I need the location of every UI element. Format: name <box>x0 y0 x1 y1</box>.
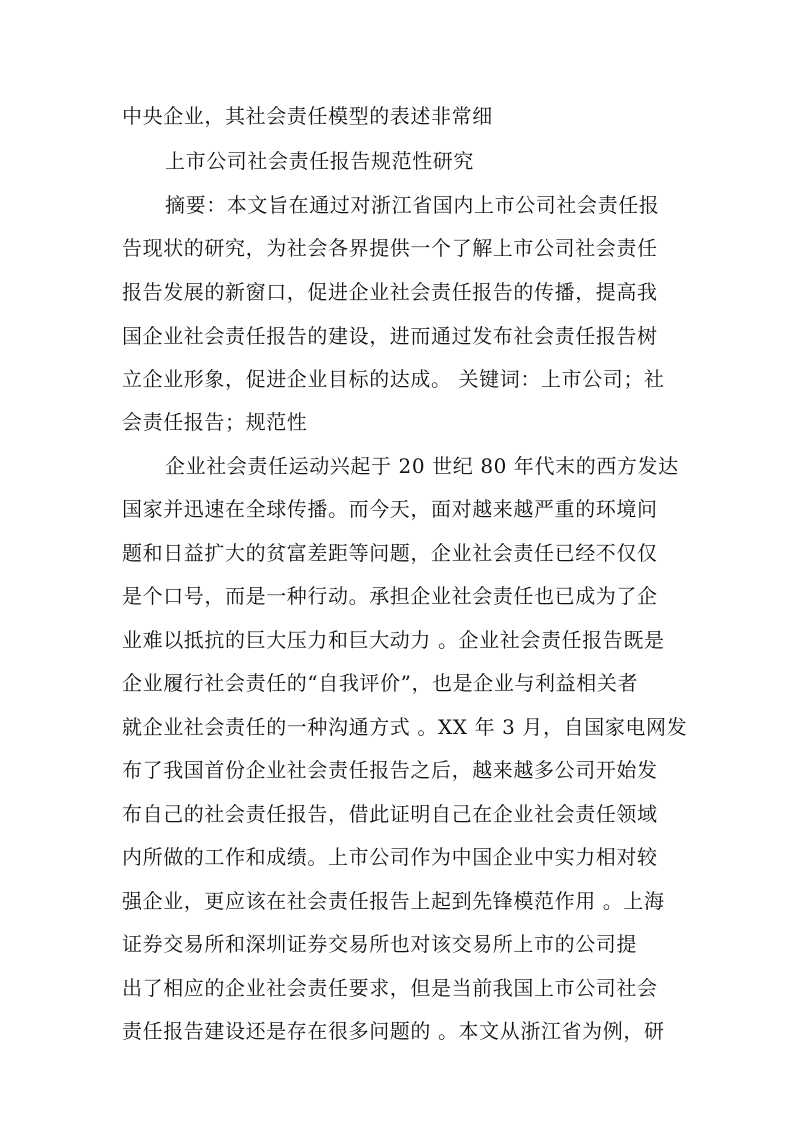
abstract-line: 立企业形象，促进企业目标的达成。 关键词：上市公司；社 <box>122 367 665 391</box>
body-line: 国家并迅速在全球传播。而今天，面对越来越严重的环境问 <box>122 497 658 521</box>
body-line: 强企业，更应该在社会责任报告上起到先锋模范作用 。上海 <box>122 889 665 913</box>
body-line: 题和日益扩大的贫富差距等问题，企业社会责任已经不仅仅 <box>122 541 658 565</box>
body-line: 就企业社会责任的一种沟通方式 。XX 年 3 月，自国家电网发 <box>122 715 688 739</box>
abstract-line: 报告发展的新窗口，促进企业社会责任报告的传播，提高我 <box>122 280 658 304</box>
abstract-line: 国企业社会责任报告的建设，进而通过发布社会责任报告树 <box>122 324 658 348</box>
body-line: 企业履行社会责任的“自我评价”，也是企业与利益相关者 <box>122 671 639 695</box>
body-line: 企业社会责任运动兴起于 20 世纪 80 年代末的西方发达 <box>165 454 679 478</box>
body-line: 布了我国首份企业社会责任报告之后，越来越多公司开始发 <box>122 758 658 782</box>
keywords-line: 会责任报告；规范性 <box>122 410 308 434</box>
document-title: 上市公司社会责任报告规范性研究 <box>165 149 474 173</box>
abstract-line: 告现状的研究，为社会各界提供一个了解上市公司社会责任 <box>122 236 658 260</box>
text-line: 中央企业，其社会责任模型的表述非常细 <box>122 104 493 128</box>
body-line: 证券交易所和深圳证券交易所也对该交易所上市的公司提 <box>122 932 637 956</box>
body-line: 内所做的工作和成绩。上市公司作为中国企业中实力相对较 <box>122 845 658 869</box>
body-line: 责任报告建设还是存在很多问题的 。本文从浙江省为例，研 <box>122 1019 665 1043</box>
body-line: 出了相应的企业社会责任要求，但是当前我国上市公司社会 <box>122 976 658 1000</box>
body-line: 是个口号，而是一种行动。承担企业社会责任也已成为了企 <box>122 584 658 608</box>
abstract-line: 摘要：本文旨在通过对浙江省国内上市公司社会责任报 <box>165 193 660 217</box>
body-line: 布自己的社会责任报告，借此证明自己在企业社会责任领域 <box>122 802 658 826</box>
body-line: 业难以抵抗的巨大压力和巨大动力 。企业社会责任报告既是 <box>122 628 665 652</box>
